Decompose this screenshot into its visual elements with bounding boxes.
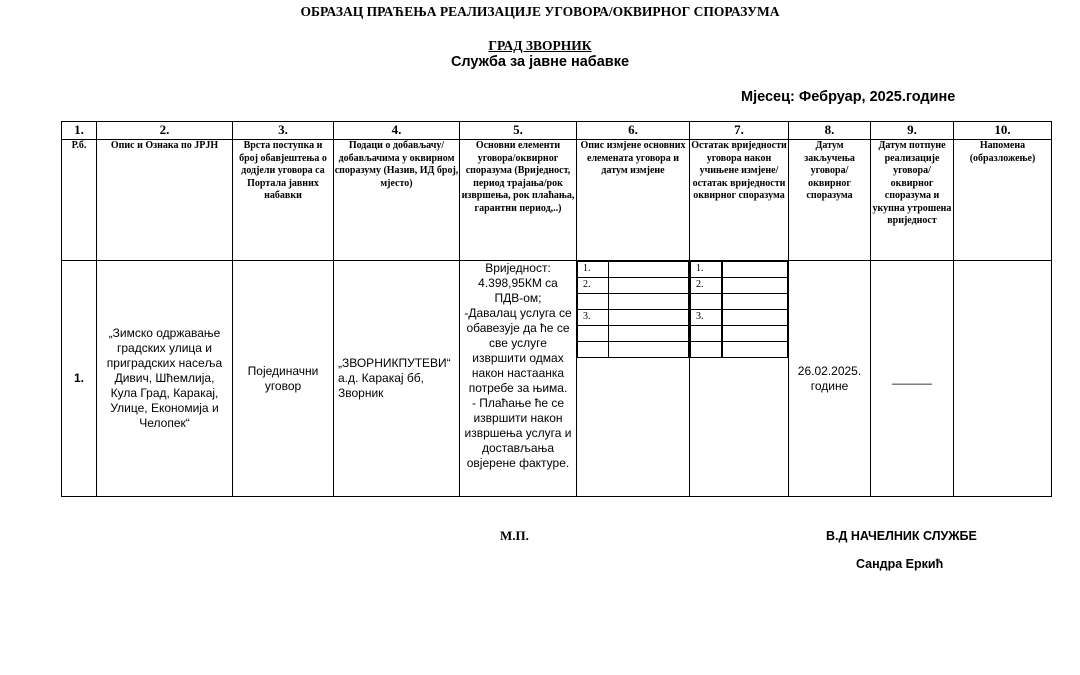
header-note: Напомена (образложење): [954, 140, 1052, 261]
chief-title: В.Д НАЧЕЛНИК СЛУЖБЕ: [826, 529, 977, 543]
col-number: 9.: [871, 122, 954, 140]
remainder-subtable: [690, 261, 788, 358]
stamp-place-label: М.П.: [500, 528, 529, 543]
table-row: [62, 261, 1052, 497]
header-remainder: Остатак вриједности уговора након учињене измјене/остатак вриједности оквирног споразума: [690, 140, 789, 261]
col-number: 1.: [62, 122, 97, 140]
col-number: 8.: [789, 122, 871, 140]
procedure-type: Појединачни уговор: [233, 261, 334, 497]
header-changes: Опис измјене основних елемената уговора и датум измјене: [577, 140, 690, 261]
header-date-concluded: Датум закључења уговора/ оквирног споразума: [789, 140, 871, 261]
date-realized: ______: [871, 261, 954, 497]
document-title: ОБРАЗАЦ ПРАЋЕЊА РЕАЛИЗАЦИЈЕ УГОВОРА/ОКВИРНОГ СПОРАЗУМА: [300, 4, 780, 19]
chief-name: Сандра Еркић: [856, 557, 944, 571]
col-number: 6.: [577, 122, 690, 140]
note: [954, 261, 1052, 497]
remainder-number: 3.: [691, 310, 723, 326]
change-number: [578, 326, 609, 342]
change-number: [578, 294, 609, 310]
remainder-cell: [690, 261, 789, 497]
city-name: ГРАД ЗВОРНИК: [488, 38, 592, 53]
remainder-number: [691, 294, 723, 310]
change-number: [578, 342, 609, 358]
col-number: 2.: [97, 122, 233, 140]
row-number: 1.: [62, 261, 97, 497]
contract-elements: Вриједност: 4.398,95КМ са ПДВ-ом; -Давалац услуга се обавезује да ће се све услуге извршити одмах након настаанка потребе за њима. - Плаћање ће се извршити након извршења услуга и достављања овјерене фактуре.: [460, 261, 577, 497]
col-number: 4.: [334, 122, 460, 140]
header-rb: Р.б.: [62, 140, 97, 261]
service-name: Служба за јавне набавке: [450, 54, 630, 70]
supplier-info: „ЗВОРНИКПУТЕВИ“ а.д. Каракај бб, Зворник: [334, 261, 460, 497]
remainder-number: [691, 342, 723, 358]
header-description: Опис и Ознака по ЈРЈН: [97, 140, 233, 261]
changes-subtable: [577, 261, 689, 358]
change-number: 2.: [578, 278, 609, 294]
col-number: 3.: [233, 122, 334, 140]
header-supplier: Подаци о добављачу/ добављачима у оквирном споразуму (Назив, ИД број, мјесто): [334, 140, 460, 261]
col-number: 5.: [460, 122, 577, 140]
remainder-number: 2.: [691, 278, 723, 294]
column-header-row: [62, 140, 1052, 261]
header-procedure: Врста поступка и број обавјештења о додјели уговора са Портала јавних набавки: [233, 140, 334, 261]
col-number: 10.: [954, 122, 1052, 140]
date-concluded: 26.02.2025. године: [789, 261, 871, 497]
header-elements: Основни елементи уговора/оквирног споразума (Вриједност, период трајања/рок извршења, рок плаћања, гарантни период,..): [460, 140, 577, 261]
header-date-realized: Датум потпуне реализације уговора/ оквирног споразума и укупна утрошена вриједност: [871, 140, 954, 261]
changes-cell: [577, 261, 690, 497]
remainder-number: [691, 326, 723, 342]
contract-description: „Зимско одржавање градских улица и приградских насеља Дивич, Шћемлија, Кула Град, Каракај, Улице, Економија и Челопек“: [97, 261, 233, 497]
contract-tracking-table: [61, 121, 1052, 497]
change-number: 1.: [578, 262, 609, 278]
report-month: Мјесец: Фебруар, 2025.године: [741, 89, 956, 105]
change-number: 3.: [578, 310, 609, 326]
column-number-row: [62, 122, 1052, 140]
remainder-number: 1.: [691, 262, 723, 278]
col-number: 7.: [690, 122, 789, 140]
